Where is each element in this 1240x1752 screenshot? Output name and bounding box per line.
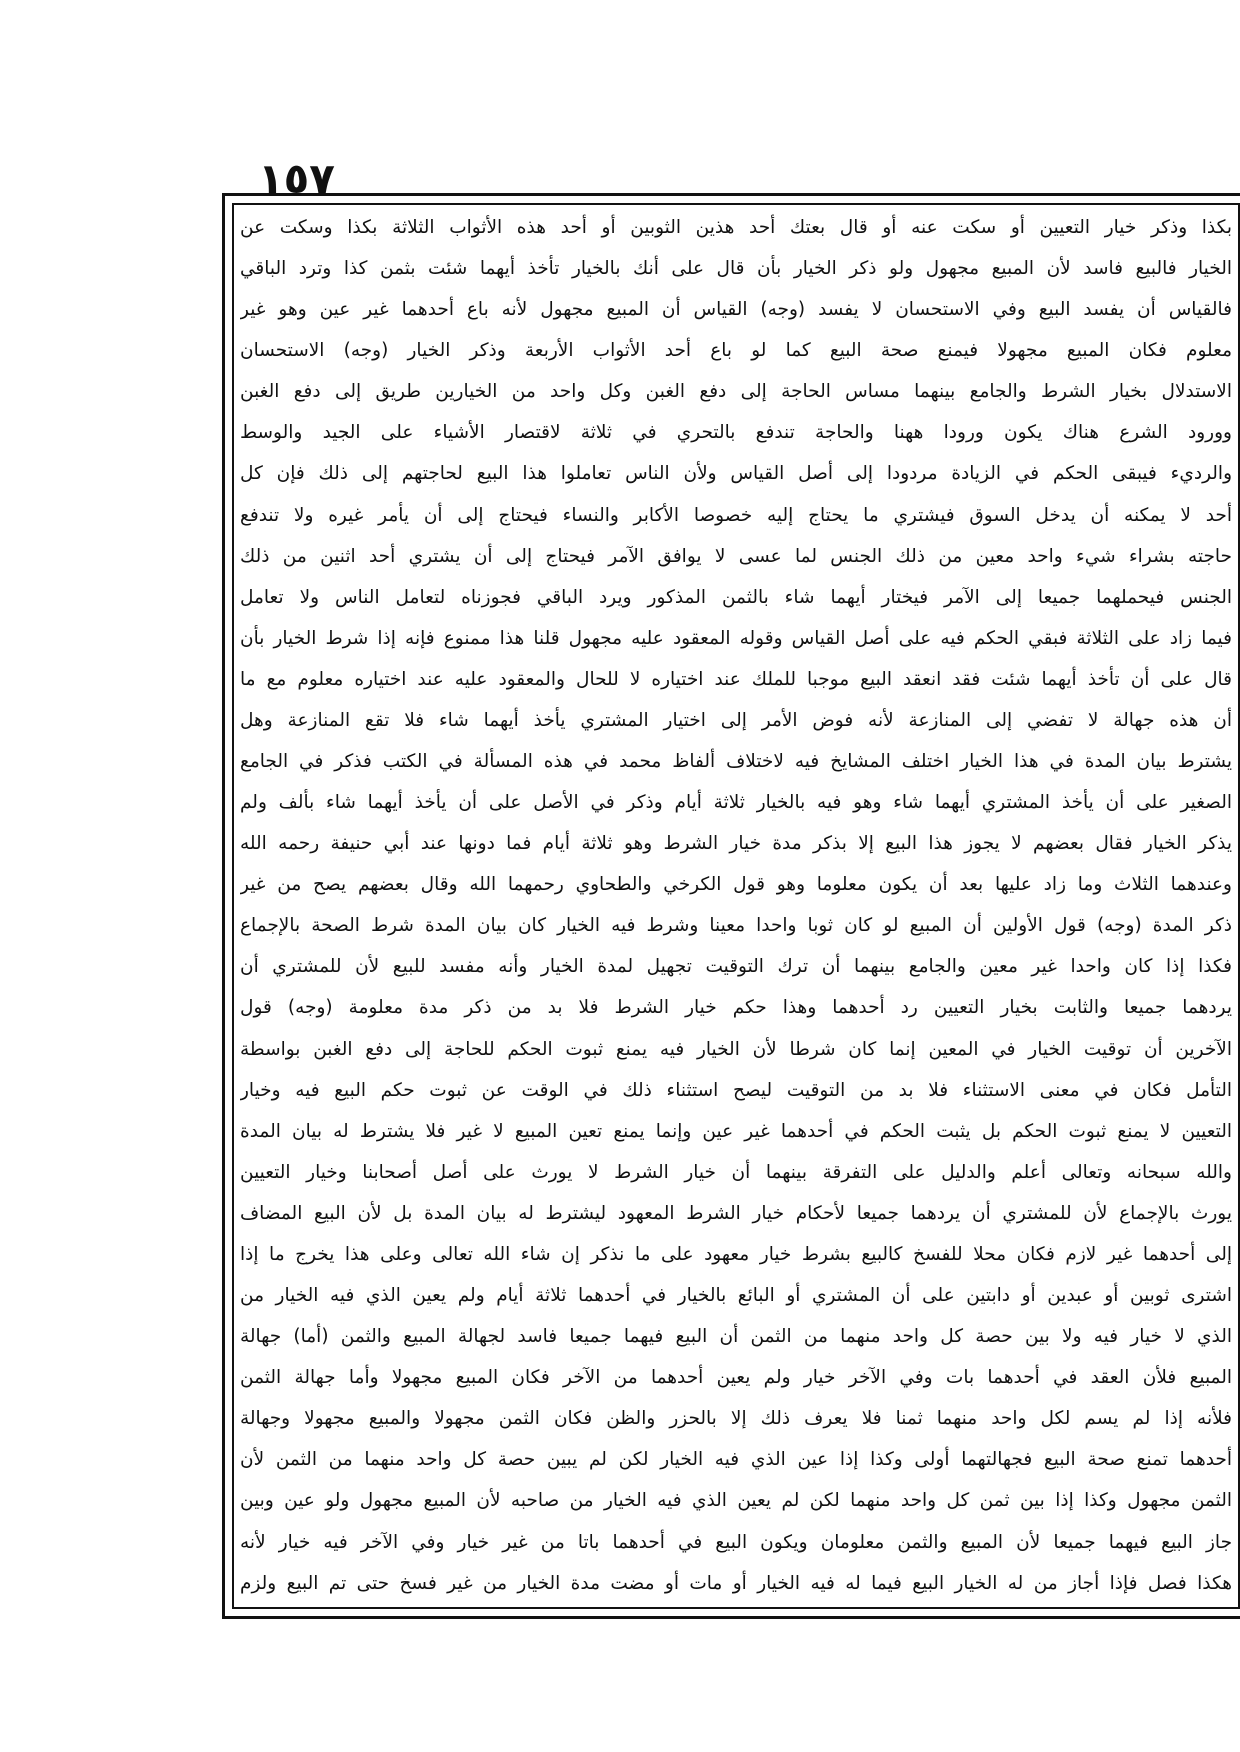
- text-line: الثمن مجهول وكذا إذا بين ثمن كل واحد منهما لكن لم يعين الذي فيه الخيار من صاحبه لأن المبيع مجهول ولو عين وبين: [240, 1490, 1232, 1512]
- text-line: هكذا فصل فإذا أجاز من له الخيار البيع فيما له فيه الخيار أو مات أو مضت مدة الخيار من غير فسخ حتى تم البيع ولزم: [240, 1572, 1232, 1594]
- text-line: يورث بالإجماع لأن للمشتري أن يردهما جميعا لأحكام خيار الشرط المعهود ليشترط له بيان المدة بل لأن البيع المضاف: [240, 1202, 1232, 1224]
- text-line: الخيار فالبيع فاسد لأن المبيع مجهول ولو ذكر الخيار بأن قال على أنك بالخيار تأخذ أيهما شئت بثمن كذا وترد الباقي: [240, 258, 1232, 280]
- text-line: يردهما جميعا والثابت بخيار التعيين رد أحدهما وهذا حكم خيار الشرط فلا بد من ذكر مدة معلومة (وجه) قول: [240, 997, 1232, 1019]
- text-line: أن هذه جهالة لا تفضي إلى المنازعة لأنه فوض الأمر إلى اختيار المشتري يأخذ أيهما شاء فلا تقع المنازعة وهل: [240, 709, 1232, 731]
- text-line: اشترى ثوبين أو عبدين أو دابتين على أن المشتري أو البائع بالخيار في أحدهما ثلاثة أيام ولم يعين الذي فيه الخيار من: [240, 1285, 1232, 1307]
- text-line: الذي لا خيار فيه ولا بين حصة كل واحد منهما من الثمن أن البيع فيهما جميعا فاسد لجهالة المبيع والثمن (أما) جهالة: [240, 1326, 1232, 1348]
- text-line: حاجته بشراء شيء واحد معين من ذلك الجنس لما عسى لا يوافق الآمر فيحتاج إلى أن يشتري أحد اثنين من ذلك: [240, 545, 1232, 567]
- text-line: وورود الشرع هناك يكون ورودا ههنا والحاجة تندفع بالتحري في ثلاثة لاقتصار الأشياء على الجيد والوسط: [240, 422, 1232, 444]
- text-line: إلى أحدهما غير لازم فكان محلا للفسخ كالبيع بشرط خيار معهود على ما نذكر إن شاء الله تعالى وعلى هذا يخرج ما إذا: [240, 1243, 1232, 1265]
- page-number: ١٥٧: [258, 154, 335, 203]
- text-line: أحد لا يمكنه أن يدخل السوق فيشتري ما يحتاج إليه خصوصا الأكابر والنساء فيحتاج إلى أن يأمر غيره ولا تندفع: [240, 504, 1232, 526]
- text-line: المبيع فلأن العقد في أحدهما بات وفي الآخر خيار ولم يعين أحدهما من الآخر فكان المبيع مجهولا وأما جهالة الثمن: [240, 1367, 1232, 1389]
- text-line: يشترط بيان المدة في هذا الخيار اختلف المشايخ فيه لاختلاف ألفاظ محمد في هذه المسألة في الكتب فذكر في الجامع: [240, 751, 1232, 773]
- text-line: يذكر الخيار فقال بعضهم لا يجوز هذا البيع إلا بذكر مدة خيار الشرط وهو ثلاثة أيام فما دونها عند أبي حنيفة رحمه الله: [240, 833, 1232, 855]
- text-line: الجنس فيحملهما جميعا إلى الآمر فيختار أيهما شاء بالثمن المذكور ويرد الباقي فجوزناه لتعامل الناس ولا تعامل: [240, 586, 1232, 608]
- text-line: الاستدلال بخيار الشرط والجامع بينهما مساس الحاجة إلى دفع الغبن وكل واحد من الخيارين طريق إلى دفع الغبن: [240, 381, 1232, 403]
- text-line: ذكر المدة (وجه) قول الأولين أن المبيع لو كان ثوبا واحدا معينا وشرط فيه الخيار كان بيان المدة شرط الصحة بالإجماع: [240, 915, 1232, 937]
- text-line: التأمل فكان في معنى الاستثناء فلا بد من التوقيت ليصح استثناء ذلك في الوقت عن ثبوت حكم البيع فيه وخيار: [240, 1079, 1232, 1101]
- text-line: فكذا إذا كان واحدا غير معين والجامع بينهما أن ترك التوقيت تجهيل لمدة الخيار وأنه مفسد للبيع لأن للمشتري أن: [240, 956, 1232, 978]
- text-line: أحدهما تمنع صحة البيع فجهالتهما أولى وكذا إذا عين الذي فيه الخيار لكن لم يبين حصة كل واحد منهما من الثمن لأن: [240, 1449, 1232, 1471]
- text-line: قال على أن تأخذ أيهما شئت فقد انعقد البيع موجبا للملك عند اختياره لا للحال والمعقود عليه عند اختياره معلوم مع ما: [240, 668, 1232, 690]
- main-text: [240, 210, 1232, 1602]
- text-line: التعيين لا يمنع ثبوت الحكم بل يثبت الحكم في أحدهما غير عين وإنما يمنع تعين المبيع لا غير فلا يشترط له بيان المدة: [240, 1120, 1232, 1142]
- text-line: الآخرين أن توقيت الخيار في المعين إنما كان شرطا لأن الخيار فيه يمنع ثبوت الحكم للحاجة إلى دفع الغبن بواسطة: [240, 1038, 1232, 1060]
- text-line: وعندهما الثلاث وما زاد عليها بعد أن يكون معلوما وهو قول الكرخي والطحاوي رحمهما الله وقال بعضهم يصح من غير: [240, 874, 1232, 896]
- text-line: والرديء فيبقى الحكم في الزيادة مردودا إلى أصل القياس ولأن الناس تعاملوا هذا البيع لحاجتهم إلى ذلك فإن كل: [240, 463, 1232, 485]
- text-line: فلأنه إذا لم يسم لكل واحد منهما ثمنا فلا يعرف ذلك إلا بالحزر والظن فكان الثمن مجهولا والمبيع مجهولا وجهالة: [240, 1408, 1232, 1430]
- text-line: معلوم فكان المبيع مجهولا فيمنع صحة البيع كما لو باع أحد الأثواب الأربعة وذكر الخيار (وجه) الاستحسان: [240, 340, 1232, 362]
- text-line: جاز البيع فيهما جميعا لأن المبيع والثمن معلومان ويكون البيع في أحدهما باتا من غير خيار وفي الآخر فيه خيار لأنه: [240, 1531, 1232, 1553]
- text-line: فيما زاد على الثلاثة فبقي الحكم فيه على أصل القياس وقوله المعقود عليه مجهول قلنا هذا ممنوع فإنه إذا شرط الخيار بأن: [240, 627, 1232, 649]
- text-line: الصغير على أن يأخذ المشتري أيهما شاء وهو فيه بالخيار ثلاثة أيام وذكر في الأصل على أن يأخذ أيهما شاء بألف ولم: [240, 792, 1232, 814]
- text-line: والله سبحانه وتعالى أعلم والدليل على التفرقة بينهما أن خيار الشرط لا يورث على أصل أصحابنا وخيار التعيين: [240, 1161, 1232, 1183]
- text-line: بكذا وذكر خيار التعيين أو سكت عنه أو قال بعتك أحد هذين الثوبين أو أحد هذه الأثواب الثلاثة بكذا وسكت عن: [240, 217, 1232, 238]
- text-line: فالقياس أن يفسد البيع وفي الاستحسان لا يفسد (وجه) القياس أن المبيع مجهول لأنه باع أحدهما غير عين وهو غير: [240, 299, 1232, 321]
